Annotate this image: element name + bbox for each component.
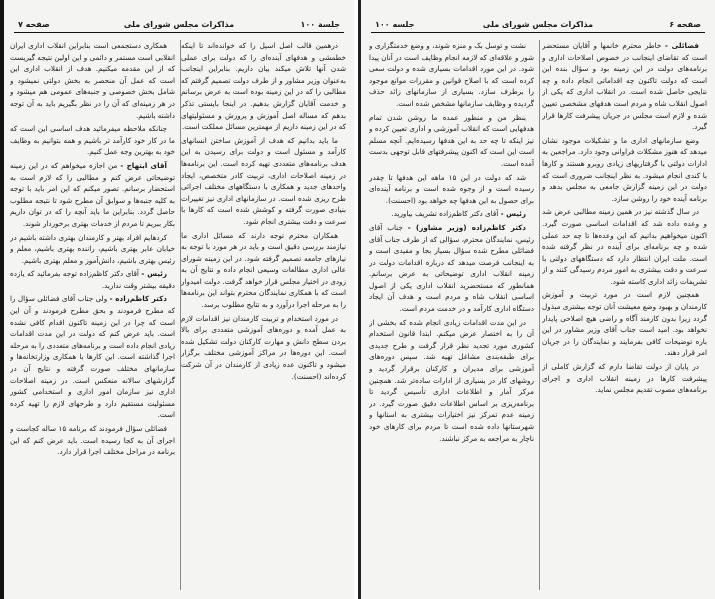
text-column-right bbox=[181, 40, 346, 590]
paragraph bbox=[542, 289, 707, 359]
page-number: صفحه ۷ bbox=[18, 20, 50, 29]
paragraph bbox=[369, 112, 534, 170]
paragraph bbox=[369, 222, 534, 315]
speaker-name: دکتر کاظم‌زاده (وزیر مشاور) - bbox=[407, 222, 526, 232]
paragraph bbox=[10, 232, 175, 267]
paragraph bbox=[10, 268, 175, 291]
paragraph-text: همکاری دستجمعی است بنابراین انقلاب اداری ایران انقلابی است مستمر و دائمی و این اولین نتیجه گیریست که از این مقدمه میکنیم. هدف از انقلاب اداری این است که عمل آن منحصر به بخش دولتی نمیشود و شامل بخش خصوصی و جنبه‌های عمومی هم میشود و در هر زمینه‌ای که آن را در نظر بگیریم باید به آن توجه داشته باشیم. bbox=[10, 41, 175, 120]
paragraph-text: شد که دولت در این ۱۵ ماهه این هدفها تا چقدر رسیده است و از وجوه شده است و برنامه آینده‌ای برای حصول به این هدفها چه خواهد بود (احسنت). bbox=[369, 172, 534, 205]
speaker-name: رئیس - bbox=[141, 269, 167, 279]
paragraph bbox=[542, 40, 707, 133]
session-number: جلسة ۱۰۰ bbox=[300, 20, 340, 29]
paragraph bbox=[181, 40, 346, 133]
paragraph-text: آقای دکتر کاظم‌زاده توجه بفرمائید که یازده دقیقه بیشتر وقت ندارید. bbox=[10, 269, 175, 290]
header-title: مذاکرات مجلس شورای ملی bbox=[482, 20, 594, 29]
text-column-left bbox=[10, 40, 175, 590]
speaker-name: فضائلی - bbox=[664, 41, 699, 50]
header-title: مذاکرات مجلس شورای ملی bbox=[123, 20, 235, 29]
paragraph-text: همچنین لازم است در مورد تربیت و آموزش کارمندان و بهبود وضع معیشت آنان توجه بیشتری مبذول گردد زیرا بدون کارمند آگاه و راضی هیچ اصلاحی پایدار نخواهد بود. امید است جناب آقای وزیر مشاور در این باره توضیحات کافی بفرمایند و نمایندگان را در جریان امر قرار دهند. bbox=[542, 290, 707, 358]
speaker-name: آقای ابتهاج - bbox=[120, 160, 167, 170]
text-column-right bbox=[542, 40, 707, 590]
left-page bbox=[0, 0, 354, 599]
paragraph-text: جناب آقای رئیس، نمایندگان محترم، سؤالی که از طرف جناب آقای فضائلی مطرح شده سؤال بسیار بجا و مفیدی است و به اینجانب فرصت میدهد که درباره اقدامات دولت در زمینه انقلاب اداری توضیحاتی به عرض برسانم. همانطور که مستحضرید انقلاب اداری یکی از اصول اساسی انقلاب شاه و مردم است و هدف آن ایجاد دستگاه اداری کارآمد و در خدمت مردم است. bbox=[369, 222, 534, 314]
paragraph bbox=[181, 313, 346, 383]
paragraph bbox=[542, 206, 707, 287]
paragraph-text: ولی جناب آقای فضائلی سؤال را که مطرح فرمودند و بحق مطرح فرمودند و آن این است که چرا در این زمینه تاکنون اقدام کافی نشده است. باید عرض کنم که دولت در این مدت اقدامات زیادی انجام داده است و برنامه‌های متعددی را به مرحله اجرا گذاشته است. این کارها با همکاری وزارتخانه‌ها و سازمانهای مختلف صورت گرفته و نتایج آن در گزارشهای سالانه منعکس است. در زمینه اصلاحات اداری نیز سازمان امور اداری و استخدامی کشور مسئولیت مستقیم دارد و طرحهای لازم را تهیه کرده است. bbox=[10, 294, 175, 420]
page-header bbox=[371, 18, 705, 33]
paragraph-text: بنظر من و منظور عمده ما روشن شدن تمام هدفهایی است که انقلاب آموزشی و اداری تعیین کرده و نیز اینکه تا چه حد به این هدفها رسیده‌ایم. آنچه مسلم است این است که اکنون پیشرفتهای قابل توجهی بدست آمده است. bbox=[369, 112, 534, 168]
paragraph bbox=[10, 293, 175, 421]
speaker-name: دکتر کاظم‌زاده - bbox=[109, 294, 167, 304]
paragraph bbox=[181, 135, 346, 228]
paragraph bbox=[10, 160, 175, 230]
paragraph-text: من اجازه میخواهم که در این زمینه توضیحاتی عرض کنم و مطالبی را که لازم است به استحضار برسانم. تصور میکنم که این امر باید با توجه به کلیه جنبه‌ها و سوابق آن مطرح شود تا نتیجه مطلوب حاصل گردد. بنابراین ما باید آنچه را که در توان داریم بکار ببریم تا مردم از خدمات بهتری برخوردار شوند. bbox=[10, 160, 175, 228]
paragraph-text: درهمین قالب اصل اسیل را که خوانده‌اند تا اینکه خطمشی و هدفهای آینده‌ای را که دولت برای عملی شدن آنها تلاش میکند بیان داریم. بنابراین اینجانب به‌عنوان وزیر مشاور و از طرف دولت تصمیم گرفتم که مطالبی را که در این زمینه بوده است به عرض برسانم و خدمت آقایان گزارش بدهیم. در اینجا بایستی تذکر بدهم که مساله اصل آموزش و پرورش و مسئولیتهای که در این زمینه داریم از مهمترین مسائل مملکت است. bbox=[181, 41, 346, 132]
paragraph bbox=[10, 123, 175, 158]
paragraph bbox=[542, 135, 707, 205]
column-divider bbox=[180, 40, 181, 590]
paragraph-text: در پایان از دولت تقاضا دارم که گزارش کاملی از پیشرفت کارها در زمینه انقلاب اداری و اجرای برنامه‌های مصوب تقدیم مجلس نماید. bbox=[542, 362, 707, 395]
paragraph-text: در مورد استخدام و تربیت کارمندان نیز اقدامات لازم به عمل آمده و دوره‌های آموزشی متعددی برای بالا بردن سطح دانش و مهارت کارکنان دولت تشکیل شده است. این دوره‌ها در مراکز آموزشی مختلف برگزار میشود و تاکنون عده زیادی از کارمندان در آن شرکت کرده‌اند (احسنت). bbox=[181, 313, 346, 381]
paragraph-text: در سال گذشته نیز در همین زمینه مطالبی عرض شد و وعده داده شد که اقدامات اساسی صورت گیرد. اکنون میخواهیم بدانیم که این وعده‌ها تا چه حد عملی شده و چه برنامه‌ای برای آینده در نظر گرفته شده است. ملت ایران انتظار دارد که دستگاههای دولتی با سرعت و دقت بیشتری به امور مردم رسیدگی کنند و از تشریفات زائد اداری کاسته شود. bbox=[542, 207, 707, 286]
paragraph bbox=[369, 40, 534, 110]
paragraph-text: وضع سازمانهای اداری ما و تشکیلات موجود نشان میدهد که هنوز مشکلات فراوانی وجود دارد. مراجعین به ادارات دولتی با گرفتاریهای زیادی روبرو هستند و کارها با کندی انجام میشود. به نظر اینجانب ضروری است که دولت در این زمینه گزارش جامعی به مجلس بدهد و برنامه آینده خود را روشن سازد. bbox=[542, 135, 707, 203]
paragraph bbox=[10, 40, 175, 121]
speaker-name: رئیس - bbox=[500, 209, 526, 219]
paragraph bbox=[369, 208, 534, 220]
paragraph bbox=[369, 172, 534, 207]
column-divider bbox=[539, 40, 540, 590]
session-number: جلسه ۱۰۰ bbox=[375, 20, 415, 29]
right-page bbox=[358, 0, 715, 599]
paragraph-text: فضائلی سؤال فرمودند که برنامه ۱۵ ساله کجاست و اجرای آن به کجا رسیده است. باید عرض کنم که این برنامه در مراحل مختلف اجرا قرار دارد. bbox=[10, 424, 175, 457]
paragraph-text: چنانکه ملاحظه میفرمائید هدف اساسی این است که ما در کار خود کارآمد تر باشیم و همه بتوانیم به وظایف خود به بهترین وجه عمل کنیم. bbox=[10, 124, 175, 157]
paragraph-text: آقای دکتر کاظم‌زاده تشریف بیاورید. bbox=[391, 209, 499, 219]
paragraph-text: همکاران محترم توجه دارند که مسائل اداری ما نیازمند بررسی دقیق است و باید در هر مورد با توجه به نیازهای جامعه تصمیم گرفته شود. در این زمینه شورای عالی اداری مطالعات وسیعی انجام داده و نتایج آن به زودی در اختیار مجلس قرار خواهد گرفت. دولت امیدوار است که با همکاری نمایندگان محترم بتواند این برنامه‌ها را به مرحله اجرا درآورد و به نتایج مطلوب برسد. bbox=[181, 230, 346, 310]
page-number: صفحه ۶ bbox=[669, 20, 701, 29]
paragraph bbox=[542, 361, 707, 396]
paragraph bbox=[181, 230, 346, 311]
paragraph-text: در این مدت اقدامات زیادی انجام شده که بخشی از آن را به اختصار عرض میکنم. ابتدا قانون استخدام کشوری مورد تجدید نظر قرار گرفت و طرح جدیدی برای طبقه‌بندی مشاغل تهیه شد. سپس دوره‌های آموزشی برای مدیران و کارکنان برقرار گردید و روشهای کار در بسیاری از ادارات ساده‌تر شد. همچنین مرکز آمار و اطلاعات اداری تأسیس گردید تا برنامه‌ریزی بر اساس اطلاعات دقیق صورت گیرد. در زمینه عدم تمرکز نیز اختیارات بیشتری به استانها و شهرستانها داده شده است تا مردم برای کارهای خود ناچار به مراجعه به مرکز نباشند. bbox=[369, 317, 534, 443]
page-header bbox=[14, 18, 344, 33]
text-column-left bbox=[369, 40, 534, 590]
paragraph-text: نشت و توسل بک و منزه شوند، و وضع خدمتگزاری و شور و علاقه‌ای که لازمه انجام وظایف است در آنان پیدا شود. در این مورد اقدامات بسیاری شده و دولت سعی کرده است که با اصلاح قوانین و مقررات موانع موجود را برطرف سازد. بسیاری از سازمانهای زائد حذف گردیده و وظایف سازمانها مشخص شده است. bbox=[369, 41, 534, 108]
paragraph bbox=[369, 317, 534, 445]
paragraph-text: ما باید بدانیم که هدف از آموزش ساختن انسانهای کارآمد و مسئول است و دولت برای رسیدن به این هدف برنامه‌های متعددی تهیه کرده است. این برنامه‌ها در زمینه اصلاحات اداری، تربیت کادر متخصص، ایجاد واحدهای جدید و همکاری با دستگاههای مختلف اجرائی طرح ریزی شده است. در سازمانهای اداری نیز تغییرات بنیادی صورت گرفته و کوشش شده است که کارها با سرعت و دقت بیشتری انجام شود. bbox=[181, 135, 346, 226]
paragraph-text: کردهایم افراد بهتر و کارمندان بهتری داشته باشیم در خیابان عابر بهتری باشیم، راننده بهتری باشیم، معلم و رئیس بهتری باشیم، دانش‌آموز و معلم بهتری باشیم. bbox=[10, 232, 175, 265]
paragraph bbox=[10, 423, 175, 458]
paragraph-text: خاطر محترم خانمها و آقایان مستحضر است که تقاضای اینجانب در خصوص اصلاحات اداری و برنامه‌های دولت در این زمینه بود و سؤال بنده این است که دولت تاکنون چه اقداماتی انجام داده و چه نتایجی حاصل شده است. در انقلاب اداری که یکی از اصول انقلاب شاه و مردم است هدفهای مشخصی تعیین شده و لازم است مجلس در جریان پیشرفت کارها قرار گیرد. bbox=[542, 41, 707, 132]
